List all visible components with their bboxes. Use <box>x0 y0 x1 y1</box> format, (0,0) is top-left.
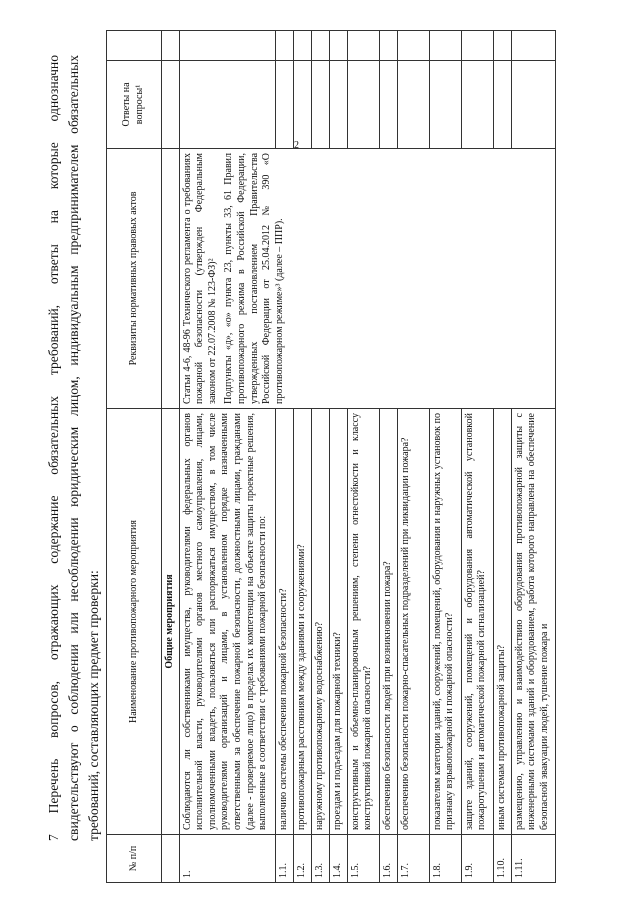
requirements-table <box>106 30 556 883</box>
row-text: иным системам противопожарной защиты? <box>493 409 511 835</box>
answer-cell[interactable] <box>179 60 275 148</box>
extra-cell <box>311 30 329 60</box>
extra-cell <box>429 30 461 60</box>
header-num: № п/п <box>107 835 162 883</box>
answer-cell[interactable] <box>275 60 293 148</box>
answer-cell[interactable] <box>347 60 379 148</box>
row-text: противопожарным расстояниям между зданиями и сооружениями? <box>293 409 311 835</box>
row-text: размещению, управлению и взаимодействию оборудования противопожарной защиты с инженерными системами зданий и оборудованием, работа которого направлена на обеспечение безопасной эвакуации людей, тушение пожара и <box>511 409 555 835</box>
answer-cell[interactable] <box>493 60 511 148</box>
header-name: Наименование противопожарного мероприятия <box>107 409 162 835</box>
row-number: 1.4. <box>329 835 347 883</box>
section-answer-cell <box>162 60 180 148</box>
header-requisites: Реквизиты нормативных правовых актов <box>107 148 162 408</box>
row-number: 1.5. <box>347 835 379 883</box>
intro-line: свидетельствуют о соблюдении или несоблюдении юридическим лицом, индивидуальным предпринимателем обязательных <box>66 55 81 841</box>
answer-cell[interactable] <box>379 60 397 148</box>
row-number: 1.7. <box>397 835 429 883</box>
row-text: наличию системы обеспечения пожарной безопасности? <box>275 409 293 835</box>
row-text: обеспечению безопасности людей при возникновении пожара? <box>379 409 397 835</box>
section-row <box>162 30 180 882</box>
row-number: 1.6. <box>379 835 397 883</box>
row-number: 1.11. <box>511 835 555 883</box>
extra-cell <box>493 30 511 60</box>
answer-cell[interactable] <box>311 60 329 148</box>
header-extra <box>107 30 162 60</box>
row-number: 1.8. <box>429 835 461 883</box>
row-text: обеспечению безопасности пожарно-спасательных подразделений при ликвидации пожара? <box>397 409 429 835</box>
extra-cell <box>179 30 275 60</box>
answer-cell[interactable] <box>511 60 555 148</box>
section-title: Общие мероприятия <box>162 409 180 835</box>
extra-cell <box>275 30 293 60</box>
requisites-cell <box>179 148 555 408</box>
section-empty-cell <box>162 835 180 883</box>
row-text: проездам и подъездам для пожарной техники? <box>329 409 347 835</box>
extra-cell <box>379 30 397 60</box>
extra-cell <box>347 30 379 60</box>
table-header-row <box>107 30 162 882</box>
page-number: 2 <box>294 140 299 151</box>
extra-cell <box>511 30 555 60</box>
row-number: 1. <box>179 835 275 883</box>
row-text: Соблюдаются ли собственниками имущества, руководителями федеральных органов исполнительной власти, руководителями органов местного самоуправления, лицами, уполномоченными владеть, пользоваться или распоряжаться имуществом, в том числе руководителями организаций и лицами, в установленном порядке назначенными ответственными за обеспечение пожарной безопасности, должностными лицами, гражданами (далее - проверяемое лицо) в пределах их компетенции на объекте защиты проектные решения, выполненные в соответствии с требованиями пожарной безопасности по: <box>179 409 275 835</box>
row-number: 1.9. <box>461 835 493 883</box>
row-text: показателям категории зданий, сооружений, помещений, оборудования и наружных установок по признаку взрывопожарной и пожарной опасности? <box>429 409 461 835</box>
answer-cell[interactable] <box>429 60 461 148</box>
row-number: 1.2. <box>293 835 311 883</box>
row-text: защите зданий, сооружений, помещений и оборудования автоматической установкой пожаротушения и автоматической пожарной сигнализацией? <box>461 409 493 835</box>
header-answers: Ответы на вопросы¹ <box>107 60 162 148</box>
extra-cell <box>397 30 429 60</box>
row-text: конструктивным и объемно-планировочным решениям, степени огнестойкости и классу конструктивной пожарной опасности? <box>347 409 379 835</box>
requisites-paragraph: Подпункты «д», «о» пункта 23, пункты 33, 61 Правил противопожарного режима в Российской Федерации, утвержденных постановлением Правительства Российской Федерации от 25.04.2012 № 390 «О противопожарном режиме»³ (далее – ППР). <box>223 152 285 404</box>
table-row <box>179 30 275 882</box>
extra-cell <box>329 30 347 60</box>
answer-cell[interactable] <box>397 60 429 148</box>
intro-line: требований, составляющих предмет проверки: <box>86 570 101 841</box>
section-extra-cell <box>162 30 180 60</box>
answer-cell[interactable] <box>329 60 347 148</box>
intro-paragraph <box>44 55 104 841</box>
row-text: наружному противопожарному водоснабжению? <box>311 409 329 835</box>
section-req-cell <box>162 148 180 408</box>
requisites-paragraph: Статьи 4-6, 48-96 Технического регламента о требованиях пожарной безопасности (утвержден Федеральным законом от 22.07.2008 № 123-ФЗ)² <box>181 152 218 404</box>
extra-cell <box>461 30 493 60</box>
intro-line: 7 Перечень вопросов, отражающих содержание обязательных требований, ответы на которые однозначно <box>46 55 61 841</box>
answer-cell[interactable] <box>293 60 311 148</box>
answer-cell[interactable] <box>461 60 493 148</box>
row-number: 1.3. <box>311 835 329 883</box>
extra-cell <box>293 30 311 60</box>
row-number: 1.1. <box>275 835 293 883</box>
row-number: 1.10. <box>493 835 511 883</box>
